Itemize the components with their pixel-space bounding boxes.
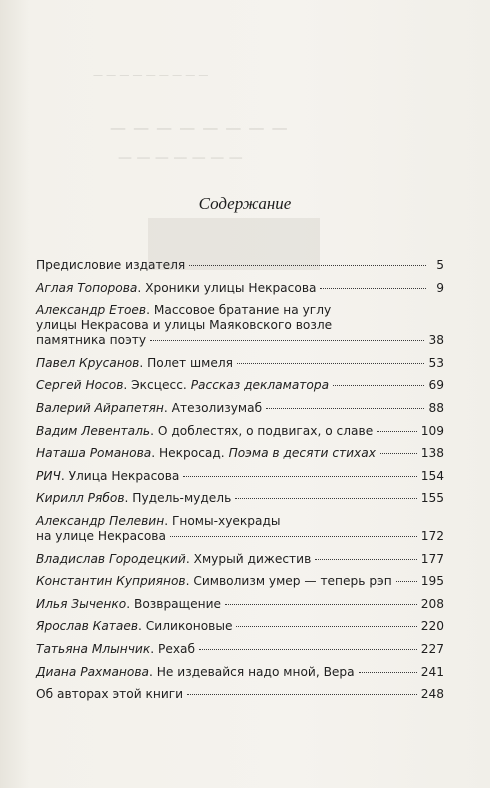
toc-title: Пудель-мудель	[132, 491, 232, 506]
toc-author: Наташа Романова	[36, 446, 152, 461]
toc-title-line: Александр Етоев. Массовое братание на углу	[36, 303, 332, 318]
toc-page-number: 53	[428, 355, 444, 370]
toc-entry	[36, 552, 444, 567]
show-through-text: — — — — — — — —	[110, 118, 289, 137]
dot-leader	[320, 287, 426, 289]
toc-entry	[36, 574, 444, 589]
toc-entry	[36, 665, 444, 680]
toc-title: Не издевайся надо мной, Вера	[156, 664, 355, 679]
toc-page-number: 248	[420, 687, 444, 702]
toc-page-number: 9	[436, 280, 444, 295]
toc-page-number: 177	[420, 551, 444, 566]
toc-author: Валерий Айрапетян	[36, 400, 164, 415]
toc-line: РИЧ. Улица Некрасова 154	[36, 468, 444, 483]
dot-leader	[183, 475, 416, 477]
dot-leader	[377, 430, 417, 432]
dot-leader	[225, 603, 417, 605]
toc-page-number: 154	[420, 468, 444, 483]
toc-page-number: 155	[420, 491, 444, 506]
toc-line: Ярослав Катаев. Силиконовые 220	[36, 619, 444, 634]
toc-entry	[36, 642, 444, 657]
toc-line: Кирилл Рябов. Пудель-мудель 155	[36, 491, 444, 506]
toc-author: Диана Рахманова	[36, 664, 149, 679]
toc-author: Сергей Носов	[36, 378, 124, 393]
toc-author: Кирилл Рябов	[36, 491, 125, 506]
toc-title: памятника поэту	[36, 333, 147, 348]
toc-line	[36, 529, 444, 544]
toc-page-number: 172	[420, 528, 444, 543]
dot-leader	[237, 362, 425, 364]
toc-title-line: Александр Пелевин. Гномы-хуекрады	[36, 513, 281, 528]
toc-line: Аглая Топорова. Хроники улицы Некрасова 9	[36, 280, 444, 295]
toc-title: Символизм умер — теперь рэп	[193, 574, 392, 589]
toc-title: О доблестях, о подвигах, о славе	[157, 423, 374, 438]
toc-title: Улица Некрасова	[68, 468, 180, 483]
dot-leader	[170, 535, 417, 537]
toc-subtitle: Рассказ декламатора	[190, 378, 330, 393]
dot-leader	[189, 264, 426, 266]
toc-page-number: 38	[428, 333, 444, 348]
toc-title: Некросад.	[159, 446, 225, 461]
toc-author: Аглая Топорова	[36, 280, 138, 295]
toc-author: Александр Пелевин	[36, 513, 165, 528]
toc-author: Ярослав Катаев	[36, 619, 139, 634]
toc-title: Предисловие издателя	[36, 258, 186, 272]
toc-entry	[36, 401, 444, 416]
toc-author: РИЧ	[36, 468, 61, 483]
toc-line: Илья Зыченко. Возвращение 208	[36, 596, 444, 611]
toc-line: Диана Рахманова. Не издевайся надо мной, Вера 241	[36, 664, 444, 679]
show-through-text: — — — — — — —	[118, 150, 243, 166]
toc-title: Атезолизумаб	[171, 400, 263, 415]
toc-title: Эксцесс.	[131, 378, 187, 393]
toc-page-number: 220	[420, 619, 444, 634]
toc-line: Валерий Айрапетян. Атезолизумаб 88	[36, 400, 444, 415]
toc-entry	[36, 687, 444, 702]
toc-page-number: 138	[420, 446, 444, 461]
toc-title: Силиконовые	[145, 619, 233, 634]
toc-title: улицы Некрасова и улицы Маяковского возле	[36, 318, 333, 333]
toc-line: Вадим Левенталь. О доблестях, о подвигах, о славе 109	[36, 423, 444, 438]
toc-line: Константин Куприянов. Символизм умер — теперь рэп 195	[36, 574, 444, 589]
dot-leader	[187, 693, 417, 695]
toc-author: Константин Куприянов	[36, 574, 186, 589]
toc-subtitle: Поэма в десяти стихах	[228, 446, 376, 461]
toc-page-number: 195	[420, 574, 444, 589]
toc-page-number: 241	[420, 664, 444, 679]
toc-author: Татьяна Млынчик	[36, 641, 151, 656]
toc-page-number: 5	[436, 258, 444, 272]
toc-line	[36, 333, 444, 348]
toc-page-number: 208	[420, 596, 444, 611]
toc-title: Хроники улицы Некрасова	[145, 280, 317, 295]
toc-author: Александр Етоев	[36, 303, 147, 318]
contents-heading: Содержание	[198, 194, 292, 213]
toc-entry	[36, 258, 444, 273]
toc-title: на улице Некрасова	[36, 528, 166, 543]
dot-leader	[150, 339, 424, 341]
dot-leader	[235, 497, 416, 499]
toc-author: Вадим Левенталь	[36, 423, 151, 438]
toc-title-line	[36, 318, 444, 333]
toc-line: Татьяна Млынчик. Рехаб 227	[36, 641, 444, 656]
dot-leader	[333, 384, 424, 386]
toc-title: Об авторах этой книги	[36, 687, 184, 702]
toc-author: Владислав Городецкий	[36, 551, 186, 566]
toc-entry	[36, 514, 444, 544]
show-through-text: — — — — — — — — —	[93, 70, 209, 81]
dot-leader	[315, 558, 416, 560]
toc-title: Полет шмеля	[147, 355, 233, 370]
dot-leader	[380, 452, 417, 454]
toc-line	[36, 258, 444, 273]
toc-title: Возвращение	[133, 596, 222, 611]
toc-line: Владислав Городецкий. Хмурый дижестив 177	[36, 551, 444, 566]
toc-page-number: 227	[420, 641, 444, 656]
toc-line: Сергей Носов. Эксцесс. Рассказ декламатора 69	[36, 378, 444, 393]
toc-entry	[36, 303, 444, 348]
toc-line: Павел Крусанов. Полет шмеля 53	[36, 355, 444, 370]
toc-entry	[36, 281, 444, 296]
dot-leader	[266, 407, 424, 409]
toc-entry	[36, 378, 444, 393]
toc-page-number: 88	[428, 400, 444, 415]
toc-author: Павел Крусанов	[36, 355, 140, 370]
toc-title: Рехаб	[157, 641, 196, 656]
dot-leader	[396, 580, 417, 582]
toc-title: Хмурый дижестив	[193, 551, 312, 566]
toc-entry	[36, 446, 444, 461]
toc-entry	[36, 469, 444, 484]
toc-title: Гномы-хуекрады	[171, 513, 281, 528]
toc-entry	[36, 491, 444, 506]
toc-entry	[36, 597, 444, 612]
toc-title: Массовое братание на углу	[153, 303, 332, 318]
dot-leader	[236, 625, 416, 627]
dot-leader	[199, 648, 417, 650]
toc-page-number: 109	[420, 423, 444, 438]
toc-entry	[36, 619, 444, 634]
toc-entry	[36, 356, 444, 371]
toc-author: Илья Зыченко	[36, 596, 127, 611]
table-of-contents	[36, 258, 444, 710]
dot-leader	[359, 671, 417, 673]
toc-line	[36, 687, 444, 702]
toc-page-number: 69	[428, 378, 444, 393]
toc-entry	[36, 424, 444, 439]
toc-line: Наташа Романова. Некросад. Поэма в десяти стихах 138	[36, 446, 444, 461]
